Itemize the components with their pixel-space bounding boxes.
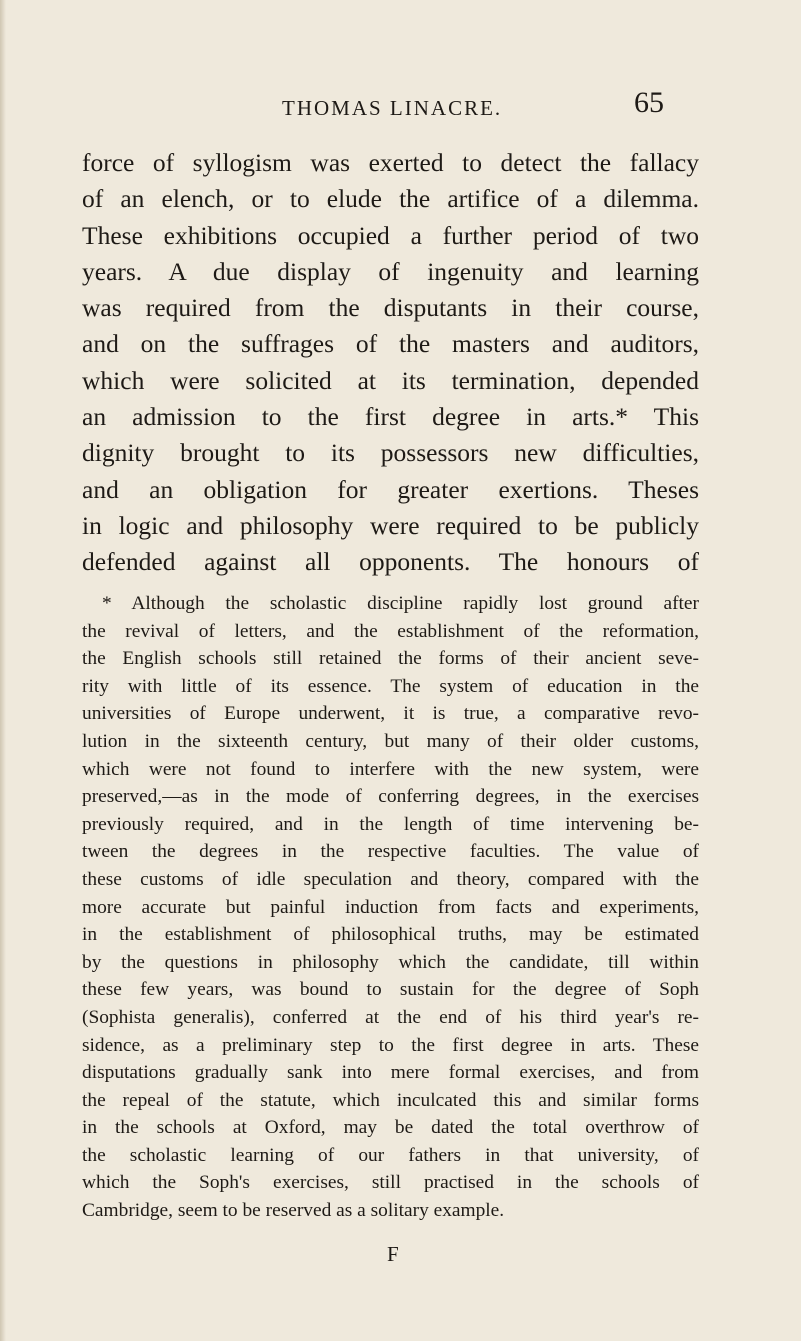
- footnote-line: disputations gradually sank into mere formal exercises, and from: [82, 1062, 699, 1084]
- footnote-line: in the schools at Oxford, may be dated the total overthrow of: [82, 1117, 699, 1139]
- body-line: defended against all opponents. The honours of: [82, 547, 699, 577]
- footnote-line: more accurate but painful induction from facts and experiments,: [82, 896, 699, 918]
- footnote-line: the revival of letters, and the establishment of the reformation,: [82, 620, 699, 642]
- footnote-line: which were not found to interfere with the new system, were: [82, 758, 699, 780]
- footnote-line: by the questions in philosophy which the candidate, till within: [82, 951, 699, 973]
- body-line: years. A due display of ingenuity and learning: [82, 256, 699, 286]
- footnote-line: Cambridge, seem to be reserved as a solitary example.: [82, 1200, 505, 1222]
- body-line: of an elench, or to elude the artifice of a dilemma.: [82, 184, 699, 214]
- running-head: THOMAS LINACRE.: [282, 96, 503, 120]
- footnote-line: the scholastic learning of our fathers in that university, of: [82, 1144, 699, 1166]
- body-line: an admission to the first degree in arts.* This: [82, 402, 699, 432]
- footnote-line: which the Soph's exercises, still practised in the schools of: [82, 1172, 699, 1194]
- footnote-line: these customs of idle speculation and theory, compared with the: [82, 868, 699, 890]
- footnote-line: preserved,—as in the mode of conferring degrees, in the exercises: [82, 786, 699, 808]
- page-number: 65: [634, 86, 664, 119]
- body-line: These exhibitions occupied a further period of two: [82, 220, 699, 250]
- body-line: and on the suffrages of the masters and auditors,: [82, 329, 699, 359]
- binding-edge: [0, 0, 6, 1341]
- signature-mark: F: [387, 1242, 399, 1266]
- footnote-line: universities of Europe underwent, it is true, a comparative revo-: [82, 703, 699, 725]
- page-header: [0, 86, 801, 126]
- footnote-line: * Although the scholastic discipline rapidly lost ground after: [102, 593, 699, 614]
- footnote-line: tween the degrees in the respective faculties. The value of: [82, 841, 699, 863]
- footnote-line: lution in the sixteenth century, but many of their older customs,: [82, 730, 699, 752]
- footnote-line: in the establishment of philosophical truths, may be estimated: [82, 924, 699, 946]
- body-line: and an obligation for greater exertions. Theses: [82, 474, 699, 504]
- body-line: which were solicited at its termination, depended: [82, 365, 699, 395]
- body-line: dignity brought to its possessors new difficulties,: [82, 438, 699, 468]
- footnote-line: rity with little of its essence. The system of education in the: [82, 675, 699, 697]
- body-line: in logic and philosophy were required to be publicly: [82, 510, 699, 540]
- footnote-line: previously required, and in the length of time intervening be-: [82, 813, 699, 835]
- footnote-line: sidence, as a preliminary step to the first degree in arts. These: [82, 1034, 699, 1056]
- body-line: force of syllogism was exerted to detect the fallacy: [82, 148, 699, 177]
- footnote: [82, 590, 699, 1225]
- main-paragraph: [82, 145, 699, 581]
- body-line: was required from the disputants in their course,: [82, 293, 699, 323]
- footnote-line: (Sophista generalis), conferred at the end of his third year's re-: [82, 1006, 699, 1028]
- footnote-line: these few years, was bound to sustain for the degree of Soph: [82, 979, 699, 1001]
- footnote-line: the English schools still retained the forms of their ancient seve-: [82, 648, 699, 670]
- footnote-line: the repeal of the statute, which inculcated this and similar forms: [82, 1089, 699, 1111]
